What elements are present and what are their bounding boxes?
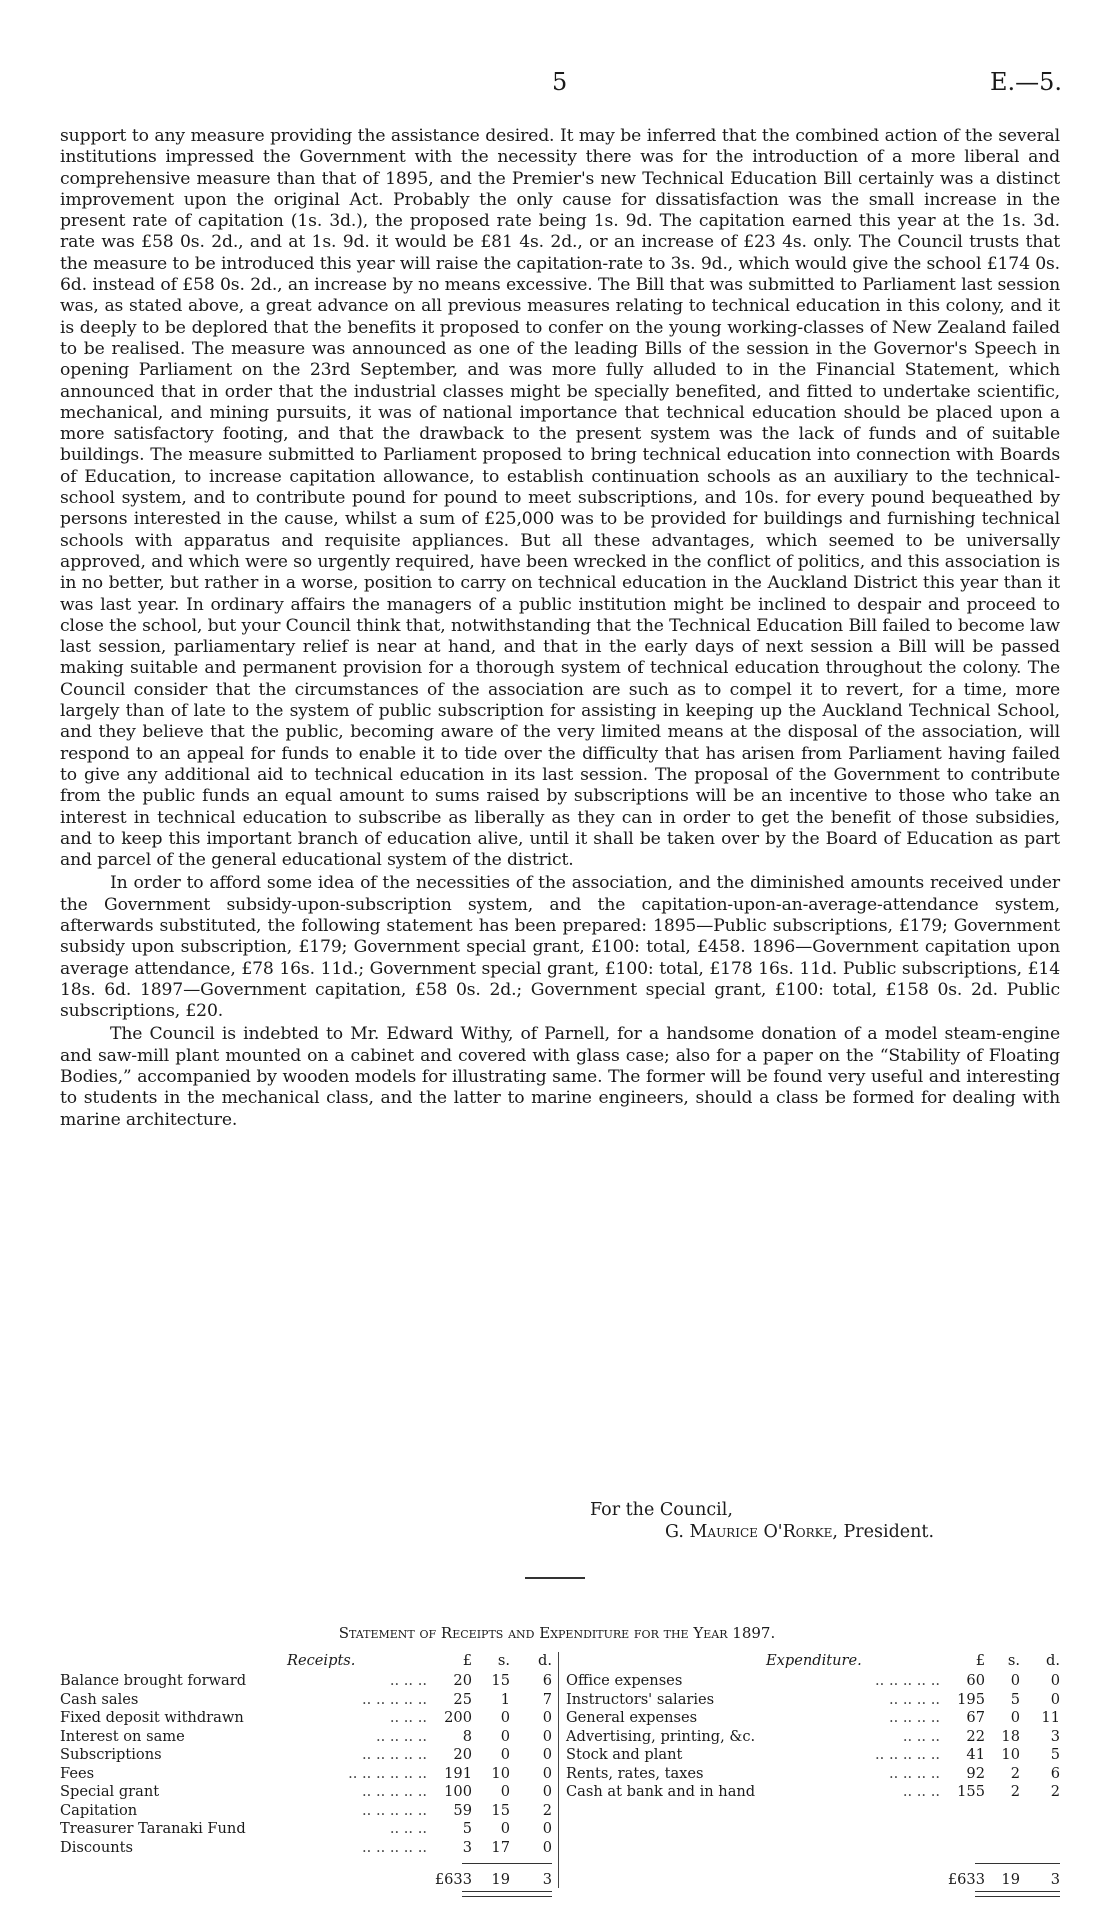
signatory [590, 1521, 934, 1543]
table-row [566, 1783, 1060, 1802]
leader-dots: .. .. .. [902, 1727, 940, 1745]
pounds-value: 25 [453, 1690, 472, 1708]
pounds-value: 3 [462, 1838, 472, 1856]
shillings-value: 15 [491, 1672, 510, 1689]
table-row [566, 1691, 1060, 1710]
pounds-value: 8 [462, 1727, 472, 1745]
shillings-value: 18 [1001, 1727, 1020, 1745]
shillings-value: 1 [500, 1690, 510, 1708]
pounds-value: 191 [444, 1764, 472, 1782]
pounds-value: 22 [966, 1727, 985, 1745]
shillings-value: 0 [500, 1820, 510, 1837]
table-row [566, 1765, 1060, 1784]
row-label: Stock and plant [566, 1746, 683, 1763]
pounds-value: 20 [453, 1746, 472, 1763]
shillings-value: 5 [1010, 1690, 1020, 1708]
shillings-value: 10 [1001, 1746, 1020, 1763]
shillings-value: 0 [500, 1746, 510, 1763]
pence-value: 0 [542, 1783, 552, 1800]
expenditure-header [566, 1652, 1060, 1672]
table-row [60, 1839, 552, 1858]
pence-value: 0 [542, 1764, 552, 1782]
shillings-value: 2 [1010, 1783, 1020, 1800]
row-label: Balance brought forward [60, 1672, 247, 1689]
table-row [566, 1728, 1060, 1747]
shillings-value: 2 [1010, 1764, 1020, 1782]
total-pence: 3 [1050, 1871, 1060, 1888]
row-label: Capitation [60, 1801, 138, 1819]
pounds-value: 100 [444, 1783, 472, 1800]
pounds-value: 92 [966, 1764, 985, 1782]
receipts-rows [60, 1672, 552, 1857]
table-row [566, 1709, 1060, 1728]
pounds-value: 67 [966, 1709, 985, 1726]
statement-title: Statement of Receipts and Expenditure for the Year 1897. [338, 1624, 776, 1642]
leader-dots: .. .. .. .. .. [362, 1746, 427, 1763]
receipts-column [60, 1652, 552, 1888]
leader-dots: .. .. .. .. .. .. [348, 1764, 427, 1782]
table-row [566, 1746, 1060, 1765]
section-divider [525, 1577, 585, 1579]
total-rule [975, 1863, 1060, 1864]
pence-unit: d. [1046, 1652, 1060, 1669]
paragraph-donation: The Council is indebted to Mr. Edward Withy, of Parnell, for a handsome donation of a model steam-engine and saw-mill plant mounted on a cabinet and covered with glass case; also for a paper on the “Stability of Floating Bodies,” accompanied by wooden models for illustrating same. The former will be found very useful and interesting to students in the mechanical class, and the latter to marine engineers, should a class be formed for dealing with marine architecture. [60, 1024, 1060, 1130]
shillings-value: 15 [491, 1801, 510, 1819]
leader-dots: .. .. .. [389, 1820, 427, 1837]
row-label: Fixed deposit withdrawn [60, 1709, 244, 1726]
leader-dots: .. .. .. .. .. [362, 1801, 427, 1819]
total-row [60, 1871, 552, 1891]
shillings-value: 0 [1010, 1672, 1020, 1689]
table-row [60, 1820, 552, 1839]
pounds-unit: £ [975, 1652, 985, 1669]
total-double-rule [975, 1891, 1060, 1897]
pounds-value: 200 [444, 1709, 472, 1726]
total-pence: 3 [542, 1871, 552, 1888]
table-row [60, 1728, 552, 1747]
leader-dots: .. .. .. .. .. [362, 1690, 427, 1708]
total-shillings: 19 [491, 1871, 510, 1888]
receipts-header [60, 1652, 552, 1672]
shillings-value: 17 [491, 1838, 510, 1856]
shillings-unit: s. [1007, 1652, 1020, 1669]
total-pounds: £633 [434, 1871, 472, 1888]
expenditure-rows [566, 1672, 1060, 1802]
table-row [60, 1783, 552, 1802]
pence-value: 6 [542, 1672, 552, 1689]
expenditure-column [566, 1652, 1060, 1888]
pence-value: 0 [542, 1838, 552, 1856]
pence-value: 6 [1050, 1764, 1060, 1782]
pence-value: 0 [542, 1727, 552, 1745]
row-label: Instructors' salaries [566, 1690, 715, 1708]
pence-value: 0 [542, 1820, 552, 1837]
paragraph-capitation: support to any measure providing the assistance desired. It may be inferred that the combined action of the several institutions impressed the Government with the necessity there was for the introduction of a more liberal and comprehensive measure than that of 1895, and the Premier's new Technical Education Bill certainly was a distinct improvement upon the original Act. Probably the only cause for dissatisfaction was the small increase in the present rate of capitation (1s. 3d.), the proposed rate being 1s. 9d. The capitation earned this year at the 1s. 3d. rate was £58 0s. 2d., and at 1s. 9d. it would be £81 4s. 2d., or an increase of £23 4s. only. The Council trusts that the measure to be introduced this year will raise the capitation-rate to 3s. 9d., which would give the school £174 0s. 6d. instead of £58 0s. 2d., an increase by no means excessive. The Bill that was submitted to Parliament last session was, as stated above, a great advance on all previous measures relating to technical education in this colony, and it is deeply to be deplored that the benefits it proposed to confer on the young working-classes of New Zealand failed to be realised. The measure was announced as one of the leading Bills of the session in the Governor's Speech in opening Parliament on the 23rd September, and was more fully alluded to in the Financial Statement, which announced that in order that the industrial classes might be specially benefited, and fitted to undertake scientific, mechanical, and mining pursuits, it was of national importance that technical education should be placed upon a more satisfactory footing, and that the drawback to the present system was the lack of funds and of suitable buildings. The measure submitted to Parliament proposed to bring technical education into connection with Boards of Education, to increase capitation allowance, to establish continuation schools as an auxiliary to the technical-school system, and to contribute pound for pound to meet subscriptions, and 10s. for every pound bequeathed by persons interested in the cause, whilst a sum of £25,000 was to be provided for buildings and furnishing technical schools with apparatus and requisite appliances. But all these advantages, which seemed to be universally approved, and which were so urgently required, have been wrecked in the conflict of politics, and this association is in no better, but rather in a worse, position to carry on technical education in the Auckland District this year than it was last year. In ordinary affairs the managers of a public institution might be inclined to despair and proceed to close the school, but your Council think that, notwithstanding that the Technical Education Bill failed to become law last session, parliamentary relief is near at hand, and that in the early days of next session a Bill will be passed making suitable and permanent provision for a thorough system of technical education throughout the colony. The Council consider that the circumstances of the association are such as to compel it to revert, for a time, more largely than of late to the system of public subscription for assisting in keeping up the Auckland Technical School, and they believe that the public, becoming aware of the very limited means at the disposal of the association, will respond to an appeal for funds to enable it to tide over the difficulty that has arisen from Parliament having failed to give any additional aid to technical education in its last session. The proposal of the Government to contribute from the public funds an equal amount to sums raised by subscriptions will be an incentive to those who take an interest in technical education to subscribe as liberally as they can in order to get the benefit of those subsidies, and to keep this important branch of education alive, until it shall be taken over by the Board of Education as part and parcel of the general educational system of the district. [60, 126, 1060, 871]
pounds-value: 41 [966, 1746, 985, 1763]
leader-dots: .. .. .. .. .. [362, 1838, 427, 1856]
table-row [60, 1746, 552, 1765]
total-shillings: 19 [1001, 1871, 1020, 1888]
pence-unit: d. [538, 1652, 552, 1669]
statement-table [60, 1652, 1060, 1892]
leader-dots: .. .. .. [389, 1709, 427, 1726]
row-label: General expenses [566, 1709, 698, 1726]
leader-dots: .. .. .. .. .. [362, 1783, 427, 1800]
leader-dots: .. .. .. [902, 1783, 940, 1800]
column-divider [558, 1652, 559, 1888]
signatory-name: G. Maurice O'Rorke [665, 1522, 833, 1542]
pence-value: 0 [1050, 1672, 1060, 1689]
row-label: Advertising, printing, &c. [566, 1727, 756, 1745]
shillings-value: 10 [491, 1764, 510, 1782]
pounds-value: 155 [957, 1783, 985, 1800]
pence-value: 3 [1050, 1727, 1060, 1745]
pounds-value: 5 [462, 1820, 472, 1837]
expenditure-heading: Expenditure. [766, 1652, 862, 1669]
total-double-rule [462, 1891, 552, 1897]
row-label: Fees [60, 1764, 95, 1782]
shillings-value: 0 [1010, 1709, 1020, 1726]
leader-dots: .. .. .. .. .. [875, 1746, 940, 1763]
page-header [0, 68, 1114, 108]
pounds-value: 59 [453, 1801, 472, 1819]
table-row [60, 1765, 552, 1784]
document-reference: E.—5. [989, 68, 1062, 96]
pounds-value: 195 [957, 1690, 985, 1708]
pounds-value: 60 [966, 1672, 985, 1689]
total-rule [462, 1863, 552, 1864]
total-pounds: £633 [947, 1871, 985, 1888]
shillings-unit: s. [497, 1652, 510, 1669]
leader-dots: .. .. .. .. .. [875, 1672, 940, 1689]
table-row [60, 1802, 552, 1821]
leader-dots: .. .. .. .. [888, 1764, 940, 1782]
signatory-title: , President. [832, 1522, 935, 1542]
table-row [60, 1672, 552, 1691]
leader-dots: .. .. .. .. [888, 1690, 940, 1708]
pence-value: 5 [1050, 1746, 1060, 1763]
shillings-value: 0 [500, 1709, 510, 1726]
row-label: Cash sales [60, 1690, 139, 1708]
pence-value: 0 [542, 1709, 552, 1726]
table-row [566, 1672, 1060, 1691]
row-label: Discounts [60, 1838, 133, 1856]
shillings-value: 0 [500, 1727, 510, 1745]
signoff-line: For the Council, [590, 1500, 733, 1520]
signoff [590, 1499, 934, 1543]
receipts-heading: Receipts. [287, 1652, 356, 1669]
leader-dots: .. .. .. [389, 1672, 427, 1689]
row-label: Office expenses [566, 1672, 683, 1689]
table-row [60, 1709, 552, 1728]
pence-value: 2 [542, 1801, 552, 1819]
row-label: Interest on same [60, 1727, 185, 1745]
pence-value: 2 [1050, 1783, 1060, 1800]
paragraph-statement-of-amounts: In order to afford some idea of the necessities of the association, and the diminished amounts received under the Government subsidy-upon-subscription system, and the capitation-upon-an-average-attendance system, afterwards substituted, the following statement has been prepared: 1895—Public subscriptions, £179; Government subsidy upon subscription, £179; Government special grant, £100: total, £458. 1896—Government capitation upon average attendance, £78 16s. 11d.; Government special grant, £100: total, £178 16s. 11d. Public subscriptions, £14 18s. 6d. 1897—Government capitation, £58 0s. 2d.; Government special grant, £100: total, £158 0s. 2d. Public subscriptions, £20. [60, 873, 1060, 1022]
row-label: Special grant [60, 1783, 160, 1800]
leader-dots: .. .. .. .. [375, 1727, 427, 1745]
row-label: Rents, rates, taxes [566, 1764, 704, 1782]
pounds-unit: £ [462, 1652, 472, 1669]
total-row [566, 1871, 1060, 1891]
table-row [60, 1691, 552, 1710]
report-body [60, 126, 1060, 1131]
pence-value: 7 [542, 1690, 552, 1708]
pence-value: 0 [542, 1746, 552, 1763]
pounds-value: 20 [453, 1672, 472, 1689]
row-label: Cash at bank and in hand [566, 1783, 756, 1800]
leader-dots: .. .. .. .. [888, 1709, 940, 1726]
page-number: 5 [552, 68, 568, 96]
row-label: Treasurer Taranaki Fund [60, 1820, 246, 1837]
pence-value: 11 [1041, 1709, 1060, 1726]
pence-value: 0 [1050, 1690, 1060, 1708]
row-label: Subscriptions [60, 1746, 162, 1763]
shillings-value: 0 [500, 1783, 510, 1800]
